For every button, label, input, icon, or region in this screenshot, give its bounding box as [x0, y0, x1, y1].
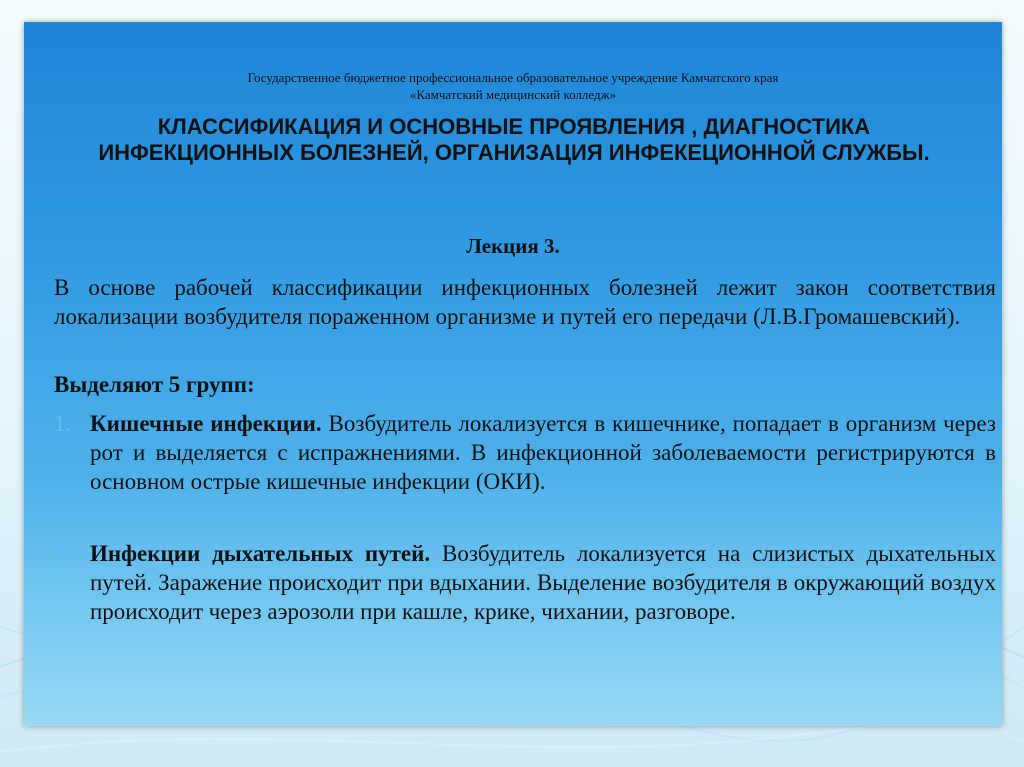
- list-item-term: Кишечные инфекции.: [90, 411, 322, 436]
- list-item: [54, 539, 996, 626]
- list-item-body: [90, 539, 996, 626]
- list-item-number: 1.: [54, 411, 72, 436]
- groups-heading: Выделяют 5 групп:: [54, 372, 255, 397]
- list-item-term: Инфекции дыхательных путей.: [90, 541, 431, 566]
- institution-line-1: Государственное бюджетное профессиональное образовательное учреждение Камчатского края: [247, 70, 779, 85]
- content-panel: [24, 22, 1002, 726]
- list-item-text: Возбудитель локализуется в кишечнике, попадает в организм через рот и выделяется с испражнениями. В инфекционной заболеваемости регистрируются в основном острые кишечные инфекции (ОКИ).: [90, 411, 996, 494]
- intro-paragraph: В основе рабочей классификации инфекционных болезней лежит закон соответствия локализации возбудителя пораженном организме и путей его передачи (Л.В.Громашевский).: [54, 275, 996, 329]
- lecture-number: Лекция 3.: [466, 234, 560, 258]
- slide-title: КЛАССИФИКАЦИЯ И ОСНОВНЫЕ ПРОЯВЛЕНИЯ , ДИАГНОСТИКА ИНФЕКЦИОННЫХ БОЛЕЗНЕЙ, ОРГАНИЗАЦИЯ ИНФЕКЕЦИОННОЙ СЛУЖБЫ.: [98, 114, 930, 165]
- list-item-text: Возбудитель локализуется на слизистых дыхательных путей. Заражение происходит при вдыхании. Выделение возбудителя в окружающий воздух происходит через аэрозоли при кашле, крике, чихании, разговоре.: [90, 541, 996, 624]
- institution-name: [24, 69, 1002, 103]
- institution-line-2: «Камчатский медицинский колледж»: [409, 87, 617, 102]
- list-item-body: [90, 409, 996, 496]
- list-item: [54, 409, 996, 496]
- list-item-number: 2.: [54, 541, 72, 566]
